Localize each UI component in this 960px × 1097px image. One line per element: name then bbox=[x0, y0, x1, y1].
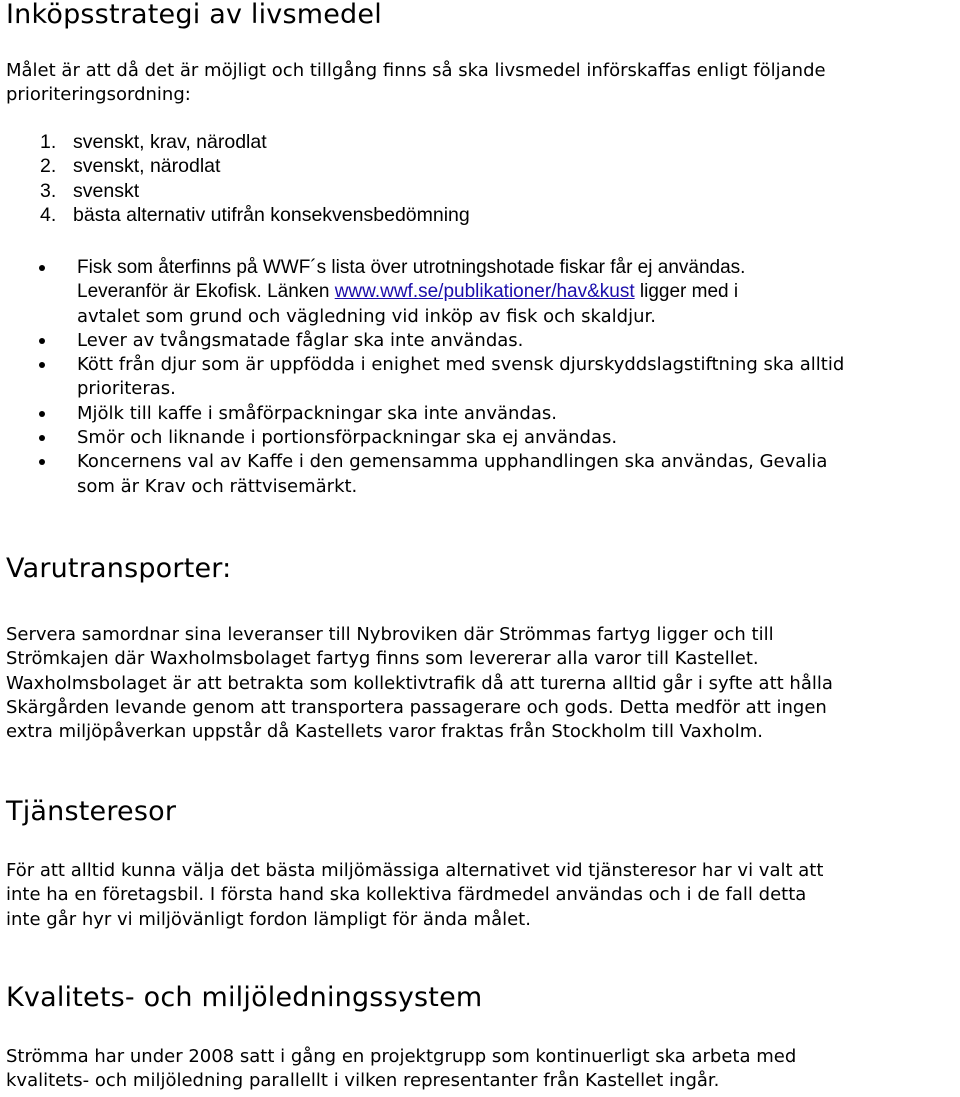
priority-item: 1. svenskt, krav, närodlat bbox=[40, 131, 267, 153]
section-heading-transport: Varutransporter: bbox=[6, 553, 232, 584]
priority-item: 3. svenskt bbox=[40, 179, 140, 202]
bullet-icon bbox=[39, 265, 45, 271]
priority-item: 4. bästa alternativ utifrån konsekvensbedömning bbox=[40, 203, 470, 226]
travel-paragraph: För att alltid kunna välja det bästa miljömässiga alternativet vid tjänsteresor har vi valt att inte ha en företagsbil. I första hand ska kollektiva färdmedel användas och i de fall detta inte går hyr vi miljövänligt fordon lämpligt för ända målet. bbox=[6, 860, 824, 930]
transport-paragraph: Servera samordnar sina leveranser till Nybroviken där Strömmas fartyg ligger och till Strömkajen där Waxholmsbolaget fartyg finns som levererar alla varor till Kastellet. Waxholmsbolaget är att betrakta som kollektivtrafik då att turerna alltid går i syfte att hålla Skärgården levande genom att transportera passagerare och gods. Detta medför att ingen extra miljöpåverkan uppstår då Kastellets varor fraktas från Stockholm till Vaxholm. bbox=[6, 624, 833, 743]
guideline-bullet-list bbox=[0, 256, 960, 499]
bullet-item-fish: Fisk som återfinns på WWF´s lista över utrotningshotade fiskar får ej användas. Leveranför är Ekofisk. Länken www.wwf.se/publikationer/hav&kust ligger med i avtalet som grund och vägledning vid inköp av fisk och skaldjur. bbox=[0, 256, 960, 329]
priority-item: 2. svenskt, närodlat bbox=[40, 155, 221, 178]
bullet-item-coffee: Koncernens val av Kaffe i den gemensamma upphandlingen ska användas, Gevalia som är Krav och rättvisemärkt. bbox=[0, 450, 960, 499]
intro-line: Målet är att då det är möjligt och tillgång finns så ska livsmedel införskaffas enligt följande bbox=[6, 60, 826, 81]
bullet-item-liver: Lever av tvångsmatade fåglar ska inte användas. bbox=[0, 329, 960, 353]
intro-paragraph bbox=[6, 59, 954, 108]
quality-paragraph: Strömma har under 2008 satt i gång en projektgrupp som kontinuerligt ska arbeta med kvalitets- och miljöledning parallellt i vilken representanter från Kastellet ingår. bbox=[6, 1046, 797, 1092]
bullet-item-milk: Mjölk till kaffe i småförpackningar ska inte användas. bbox=[0, 402, 960, 426]
page-title: Inköpsstrategi av livsmedel bbox=[6, 0, 382, 30]
wwf-link[interactable]: www.wwf.se/publikationer/hav&kust bbox=[334, 281, 635, 303]
bullet-icon bbox=[39, 435, 45, 441]
bullet-icon bbox=[39, 411, 45, 417]
bullet-item-meat: Kött från djur som är uppfödda i enighet med svensk djurskyddslagstiftning ska alltid prioriteras. bbox=[0, 353, 960, 402]
priority-list bbox=[40, 130, 470, 227]
bullet-icon bbox=[39, 338, 45, 344]
section-heading-quality: Kvalitets- och miljöledningssystem bbox=[6, 982, 483, 1013]
bullet-item-butter: Smör och liknande i portionsförpackningar ska ej användas. bbox=[0, 426, 960, 450]
bullet-icon bbox=[39, 362, 45, 368]
intro-line: prioriteringsordning: bbox=[6, 84, 191, 106]
bullet-icon bbox=[39, 459, 45, 465]
section-heading-travel: Tjänsteresor bbox=[6, 796, 177, 827]
